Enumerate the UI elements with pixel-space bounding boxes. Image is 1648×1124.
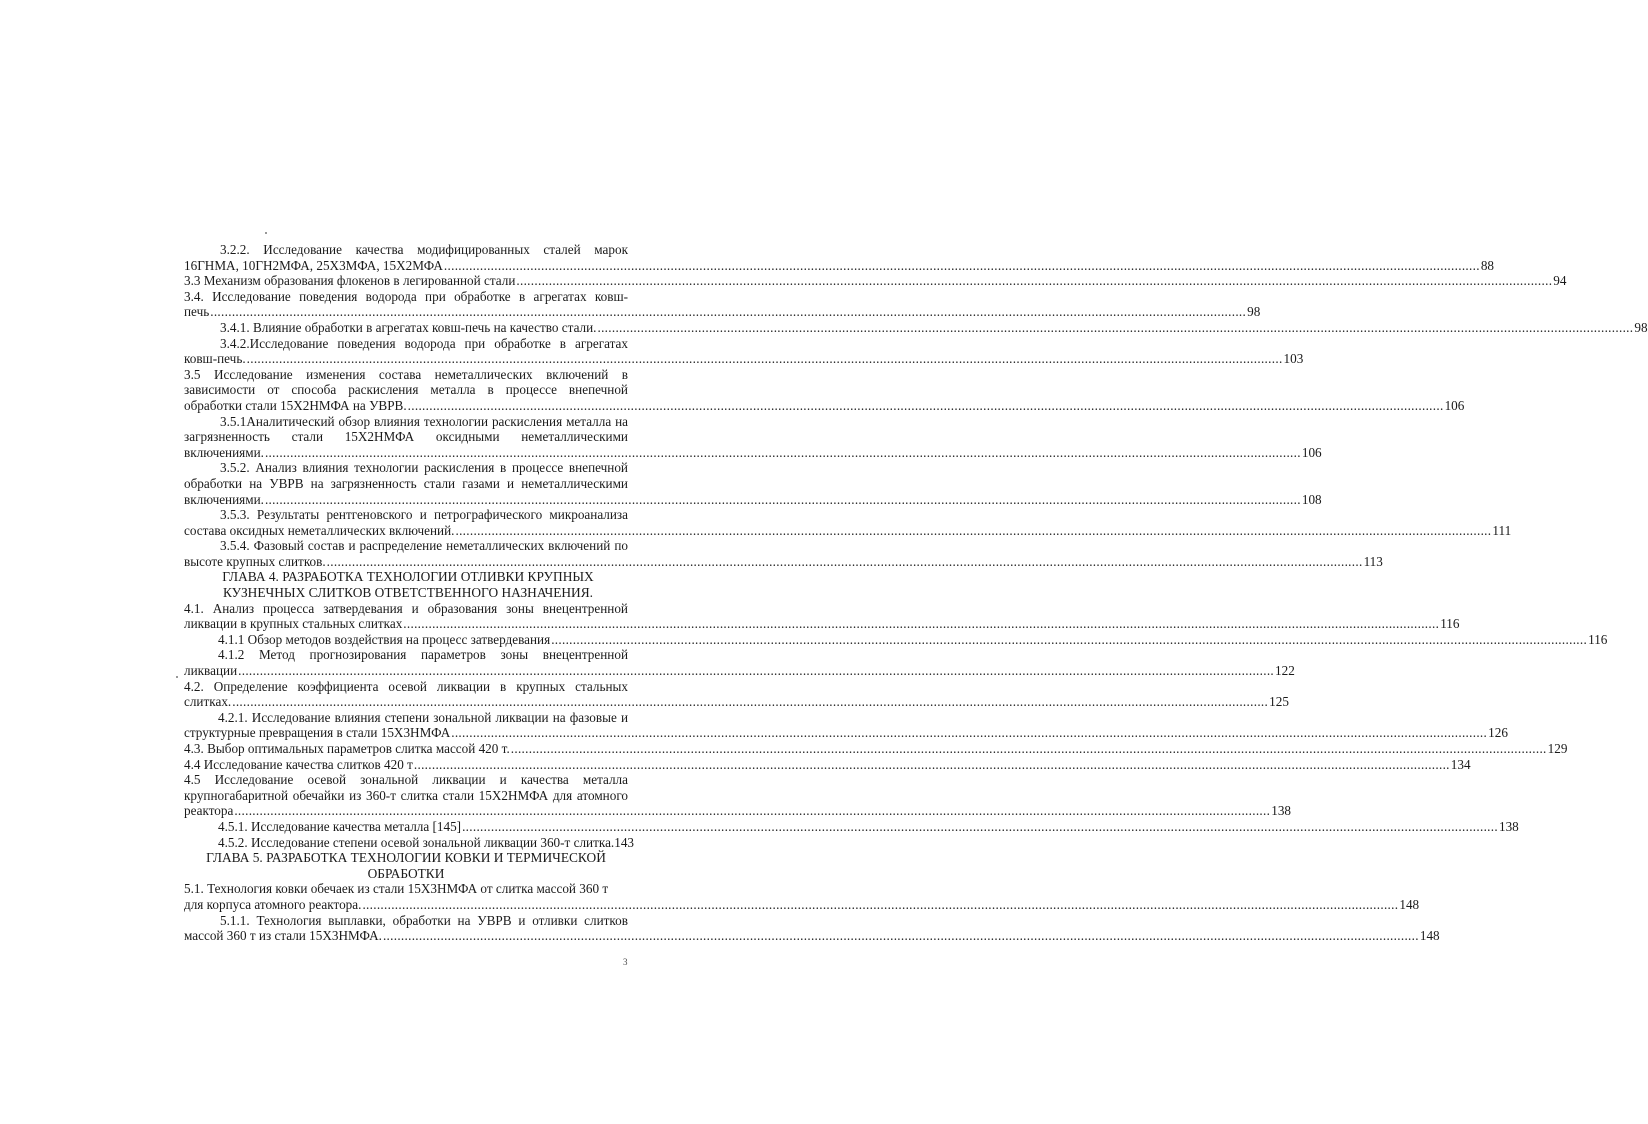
toc-entry[interactable] (184, 709, 1508, 741)
dot-leader (462, 819, 1498, 835)
dot-leader (455, 523, 1491, 539)
toc-entry-line (184, 257, 1494, 274)
toc-entry-line (184, 397, 1465, 414)
dot-leader (597, 320, 1633, 336)
dot-leader (414, 757, 1450, 773)
toc-entry-text: зависимости от способа раскисления металла в процессе внепечной (184, 382, 628, 398)
toc-entry-text: обработки на УВРВ на загрязненность стали газами и неметаллическими (184, 475, 628, 491)
toc-entry-text: ликвации (184, 663, 238, 679)
toc-entry-text: 3.5.2. Анализ влияния технологии раскисления в процессе внепечной (220, 460, 628, 476)
toc-entry-line (184, 289, 628, 305)
toc-entry-line (184, 756, 1471, 773)
dot-leader (511, 741, 1547, 757)
toc-entry-text: 3.4.2.Исследование поведения водорода при обработке в агрегатах (220, 335, 628, 351)
toc-entry-text: 4.4 Исследование качества слитков 420 т (184, 756, 413, 772)
toc-entry[interactable] (184, 319, 1648, 336)
dot-leader (362, 897, 1398, 913)
toc-entry-text: реактора (184, 803, 234, 819)
toc-entry-text: 4.1.2 Метод прогнозирования параметров зоны внецентренной (218, 647, 628, 663)
toc-entry-text: ковш-печь. (184, 351, 246, 367)
toc-page-number: 98 (1247, 304, 1261, 320)
toc-entry-text: 5.1.1. Технология выплавки, обработки на УВРВ и отливки слитков (220, 912, 628, 928)
toc-entry-text: 16ГНМА, 10ГН2МФА, 25Х3МФА, 15Х2МФА (184, 257, 443, 273)
toc-entry-line (184, 647, 628, 663)
table-of-contents (184, 242, 1648, 944)
toc-entry-line (184, 351, 1304, 367)
toc-entry-text: крупногабаритной обечайки из 360-т слитка стали 15Х2НМФА для атомного (184, 787, 628, 803)
toc-entry-text: 3.2.2. Исследование качества модифицированных сталей марок (220, 242, 628, 257)
toc-entry-text: 4.5.2. Исследование степени осевой зональной ликвации 360-т слитка. (218, 834, 615, 850)
toc-entry-line (184, 928, 1440, 944)
toc-entry-text: включениями. (184, 444, 264, 460)
toc-entry-text: печь (184, 304, 210, 320)
toc-entry-line (184, 336, 628, 352)
toc-entry-line (184, 616, 1460, 632)
toc-page-number: 103 (1283, 351, 1304, 367)
toc-entry-line (184, 834, 634, 851)
toc-entry-line (184, 788, 628, 804)
dot-leader (265, 492, 1301, 508)
dot-leader (451, 725, 1487, 741)
toc-entry-line (184, 694, 1289, 710)
toc-entry-line (184, 631, 1608, 648)
toc-entry[interactable] (184, 242, 1494, 273)
page-number: 3 (623, 957, 628, 967)
toc-entry-text: 4.5 Исследование осевой зональной ликвации и качества металла (184, 772, 628, 788)
chapter-heading-line: ГЛАВА 5. РАЗРАБОТКА ТЕХНОЛОГИИ КОВКИ И ТЕРМИЧЕСКОЙ (206, 850, 606, 866)
dot-leader (234, 803, 1270, 819)
toc-entry-line (184, 367, 628, 383)
toc-page-number: 138 (1498, 818, 1519, 834)
toc-entry-line (184, 679, 628, 695)
toc-page-number: 148 (1419, 928, 1440, 944)
toc-entry-text: 3.5.1Аналитический обзор влияния технологии раскисления металла на (220, 413, 628, 429)
toc-entry-line (184, 710, 628, 726)
dot-leader (383, 928, 1419, 944)
toc-page-number: 122 (1275, 663, 1295, 679)
toc-page-number: 129 (1547, 741, 1568, 756)
dot-leader (210, 304, 1246, 320)
toc-entry[interactable] (184, 273, 1567, 289)
dot-leader (232, 694, 1268, 710)
toc-entry-line (184, 553, 1383, 570)
toc-page-number: 106 (1444, 397, 1465, 413)
dot-leader (403, 616, 1439, 632)
toc-page-number: 111 (1492, 522, 1512, 538)
chapter-heading-line: ОБРАБОТКИ (367, 865, 445, 881)
toc-entry-line (184, 538, 628, 554)
toc-entry-text: слитках. (184, 694, 232, 710)
toc-page-number: 134 (1450, 756, 1471, 772)
scan-speck (265, 232, 267, 234)
toc-page-number: 126 (1488, 725, 1508, 741)
toc-entry-text: 3.4. Исследование поведения водорода при обработке в агрегатах ковш- (184, 288, 628, 304)
toc-entry-line (184, 725, 1508, 741)
toc-entry-text: 4.2. Определение коэффициента осевой ликвации в крупных стальных (184, 678, 628, 694)
toc-entry[interactable] (184, 335, 1304, 367)
toc-entry-line (184, 319, 1648, 336)
toc-entry-text: обработки стали 15Х2НМФА на УВРВ. (184, 397, 407, 413)
toc-entry-line (184, 476, 628, 492)
toc-entry[interactable] (184, 460, 1322, 507)
toc-page-number: 106 (1301, 444, 1322, 460)
toc-entry-text: 3.5.4. Фазовый состав и распределение неметаллических включений по (220, 538, 628, 554)
dot-leader (516, 273, 1552, 289)
toc-entry-text: состава оксидных неметаллических включений. (184, 522, 455, 538)
toc-entry[interactable] (184, 756, 1471, 773)
toc-entry-line (184, 772, 628, 788)
toc-entry[interactable] (184, 507, 1512, 538)
toc-page-number: 116 (1588, 631, 1608, 647)
toc-page-number: 116 (1440, 616, 1460, 632)
toc-entry-line (184, 741, 1568, 757)
dot-leader (408, 398, 1444, 414)
toc-page-number: 143 (614, 834, 634, 850)
dot-leader (551, 632, 1587, 648)
toc-entry-line (184, 242, 628, 258)
toc-entry[interactable] (184, 741, 1568, 757)
dot-leader (327, 554, 1363, 570)
toc-page-number: 108 (1301, 491, 1322, 507)
toc-entry-line (184, 881, 628, 897)
chapter-heading-line: КУЗНЕЧНЫХ СЛИТКОВ ОТВЕТСТВЕННОГО НАЗНАЧЕНИЯ. (223, 585, 593, 601)
toc-entry-line (184, 818, 1519, 835)
toc-entry[interactable] (184, 912, 1440, 944)
toc-entry[interactable] (184, 772, 1292, 819)
toc-entry-line (184, 429, 628, 445)
toc-entry-line (184, 414, 628, 430)
toc-entry[interactable] (184, 413, 1322, 461)
toc-page-number: 88 (1480, 257, 1494, 273)
toc-page-number: 148 (1399, 896, 1420, 912)
toc-entry-text: 4.3. Выбор оптимальных параметров слитка массой 420 т. (184, 741, 510, 756)
toc-entry-text: для корпуса атомного реактора. (184, 896, 362, 912)
chapter-heading-line: ГЛАВА 4. РАЗРАБОТКА ТЕХНОЛОГИИ ОТЛИВКИ КРУПНЫХ (222, 569, 594, 585)
toc-page-number: 138 (1271, 803, 1292, 819)
toc-entry-line (184, 460, 628, 476)
toc-entry-text: 4.2.1. Исследование влияния степени зональной ликвации на фазовые и (218, 709, 628, 725)
toc-entry-line (184, 803, 1292, 819)
toc-page-number: 94 (1553, 273, 1567, 289)
toc-entry-text: загрязненность стали 15Х2НМФА оксидными неметаллическими (184, 429, 628, 445)
toc-entry-line (184, 522, 1512, 539)
toc-entry-line (184, 273, 1567, 289)
toc-entry-text: 3.5 Исследование изменения состава неметаллических включений в (184, 366, 628, 382)
toc-entry[interactable] (184, 881, 1420, 912)
toc-page-number: 98 (1634, 319, 1648, 335)
toc-entry-text: 4.1.1 Обзор методов воздействия на процесс затвердевания (218, 631, 551, 647)
toc-entry[interactable] (184, 631, 1608, 648)
toc-entry[interactable] (184, 678, 1289, 710)
toc-entry-line (184, 382, 628, 398)
toc-entry-line (184, 491, 1322, 508)
toc-entry-line (184, 304, 1261, 320)
scan-speck (176, 676, 178, 678)
toc-entry-text: 3.4.1. Влияние обработки в агрегатах ковш-печь на качество стали. (220, 319, 597, 335)
toc-page-number: 125 (1269, 694, 1289, 710)
dot-leader (238, 663, 1274, 679)
toc-entry-text: 5.1. Технология ковки обечаек из стали 15Х3НМФА от слитка массой 360 т (184, 881, 609, 897)
toc-entry-text: 4.5.1. Исследование качества металла [145] (218, 818, 462, 834)
dot-leader (444, 258, 1480, 274)
toc-entry-text: ликвации в крупных стальных слитках (184, 616, 403, 632)
toc-entry-line (184, 663, 1295, 679)
toc-entry-text: высоте крупных слитков. (184, 553, 326, 569)
toc-entry-text: 3.5.3. Результаты рентгеновского и петрографического микроанализа (220, 507, 628, 523)
toc-entry[interactable] (184, 366, 1465, 414)
toc-entry-line (184, 601, 628, 617)
toc-entry-line (184, 444, 1322, 461)
toc-entry-text: структурные превращения в стали 15Х3НМФА (184, 725, 451, 741)
toc-entry[interactable] (184, 600, 1460, 632)
toc-entry[interactable] (184, 647, 1295, 679)
toc-entry-text: 4.1. Анализ процесса затвердевания и образования зоны внецентренной (184, 600, 628, 616)
toc-entry[interactable] (184, 538, 1383, 569)
dot-leader (247, 351, 1283, 367)
toc-entry-line (184, 913, 628, 929)
toc-entry-text: 3.3 Механизм образования флокенов в легированной стали (184, 273, 516, 289)
toc-entry[interactable] (184, 818, 1519, 835)
toc-page-number: 113 (1363, 553, 1383, 569)
toc-entry[interactable] (184, 834, 634, 851)
dot-leader (265, 445, 1301, 461)
toc-entry-text: массой 360 т из стали 15Х3НМФА. (184, 928, 382, 944)
toc-entry-text: включениями. (184, 491, 264, 507)
toc-entry-line (184, 896, 1420, 913)
toc-entry[interactable] (184, 288, 1261, 320)
toc-entry-line (184, 507, 628, 523)
